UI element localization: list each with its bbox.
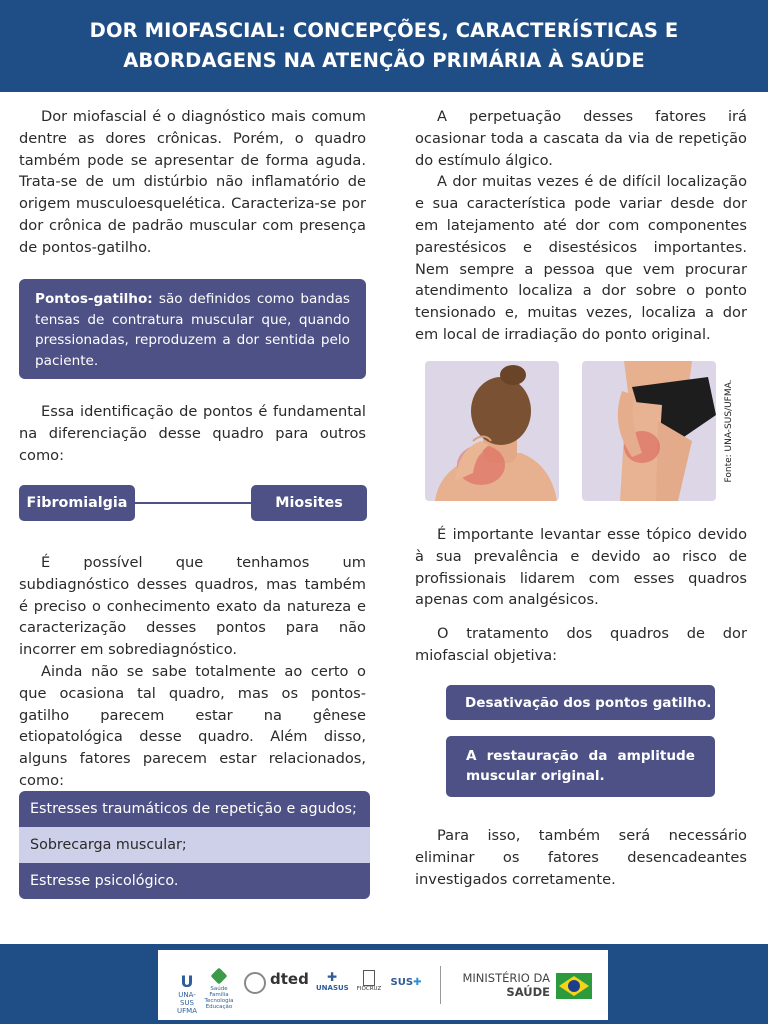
- right-intro-block: [415, 106, 747, 346]
- image-source-credit: Fonte: UNA-SUS/UFMA.: [724, 379, 734, 483]
- definition-text: são definidos como bandas tensas de contratura muscular que, quando pressionadas, reproduzem a dor sentida pelo paciente.: [35, 291, 350, 369]
- perpetuation-paragraph: A perpetuação desses fatores irá ocasionar toda a cascata da via de repetição do estímulo álgico.: [415, 108, 747, 169]
- title-line-2: ABORDAGENS NA ATENÇÃO PRIMÁRIA À SAÚDE: [123, 49, 645, 72]
- fiocruz-logo: FIOCRUZ: [356, 970, 382, 992]
- treatment-block: [415, 623, 747, 667]
- fibromialgia-label: Fibromialgia: [26, 495, 128, 511]
- treatment-paragraph: O tratamento dos quadros de dor miofascial objetiva:: [415, 625, 747, 664]
- subdiag-block: [19, 552, 366, 792]
- fibromialgia-pill: [19, 485, 135, 521]
- definition-box: [19, 279, 366, 379]
- brazil-flag-icon: [556, 973, 592, 1003]
- unasus-logo: ✚ UNASUS: [316, 970, 349, 992]
- importance-paragraph: É importante levantar esse tópico devido à sua prevalência e devido ao risco de profissionais lidarem com esses quadros apenas com analgésicos.: [415, 526, 747, 609]
- identification-paragraph: Essa identificação de pontos é fundamental na diferenciação desse quadro para outros como:: [19, 403, 366, 464]
- page-title: [90, 16, 679, 76]
- sus-logo: SUS✚: [390, 977, 422, 988]
- unasus-ufma-logo: U UNA-SUS UFMA: [177, 972, 197, 1015]
- ministerio-saude-label: MINISTÉRIO DA SAÚDE: [462, 971, 550, 999]
- goal-2-text: A restauração da amplitude muscular original.: [466, 748, 695, 784]
- identification-block: [19, 401, 366, 466]
- diff-connector-line: [134, 502, 252, 504]
- closing-block: [415, 825, 747, 890]
- localization-paragraph: A dor muitas vezes é de difícil localização e sua característica pode variar desde dor em latejamento até dor com componentes parestésicos e disestésicos importantes. Nem sempre a pessoa que vem procurar atendimento localiza a dor sobre o ponto tensionado e, muitas vezes, localiza a dor em local de irradiação do ponto original.: [415, 173, 747, 343]
- subdiag-paragraph: É possível que tenhamos um subdiagnóstico desses quadros, mas também é preciso o conhecimento exato da natureza e caracterização desses pontos para não incorrer em sobrediagnóstico.: [19, 554, 366, 659]
- goal-1-text: Desativação dos pontos gatilho.: [465, 694, 712, 711]
- neck-pain-illustration: [425, 361, 559, 501]
- factors-list: [19, 791, 370, 899]
- miosites-label: Miosites: [275, 495, 343, 511]
- causes-paragraph: Ainda não se sabe totalmente ao certo o que ocasiona tal quadro, mas os pontos-gatilho parecem estar na gênese etiopatológica desse quadro. Além disso, alguns fatores parecem estar relacionados, como:: [19, 662, 366, 789]
- factor-item: Estresses traumáticos de repetição e agudos;: [19, 791, 370, 827]
- university-seal-icon: [244, 972, 266, 994]
- logo-strip: [158, 950, 608, 1020]
- title-line-1: DOR MIOFASCIAL: CONCEPÇÕES, CARACTERÍSTICAS E: [89, 19, 679, 42]
- footer-divider: [440, 966, 441, 1004]
- goal-box-2: [446, 736, 715, 797]
- intro-paragraph: Dor miofascial é o diagnóstico mais comum dentre as dores crônicas. Porém, o quadro também pode se apresentar de forma aguda. Trata-se de um distúrbio não inflamatório de origem musculoesquelética. Caracteriza-se por dor crônica de padrão muscular com presença de pontos-gatilho.: [19, 108, 366, 256]
- miosites-pill: [251, 485, 367, 521]
- intro-block: [19, 106, 366, 259]
- closing-paragraph: Para isso, também será necessário eliminar os fatores desencadeantes investigados corretamente.: [415, 827, 747, 888]
- factor-item: Estresse psicológico.: [19, 863, 370, 899]
- goal-box-1: [446, 685, 715, 720]
- leg-pain-illustration: [582, 361, 716, 501]
- page-header: [0, 0, 768, 92]
- dted-logo: dted: [270, 970, 309, 988]
- saude-familia-logo: Saúde Família Tecnologia Educação: [202, 970, 236, 1010]
- definition-term: Pontos-gatilho:: [35, 291, 153, 307]
- importance-block: [415, 524, 747, 611]
- factor-item: Sobrecarga muscular;: [19, 827, 370, 863]
